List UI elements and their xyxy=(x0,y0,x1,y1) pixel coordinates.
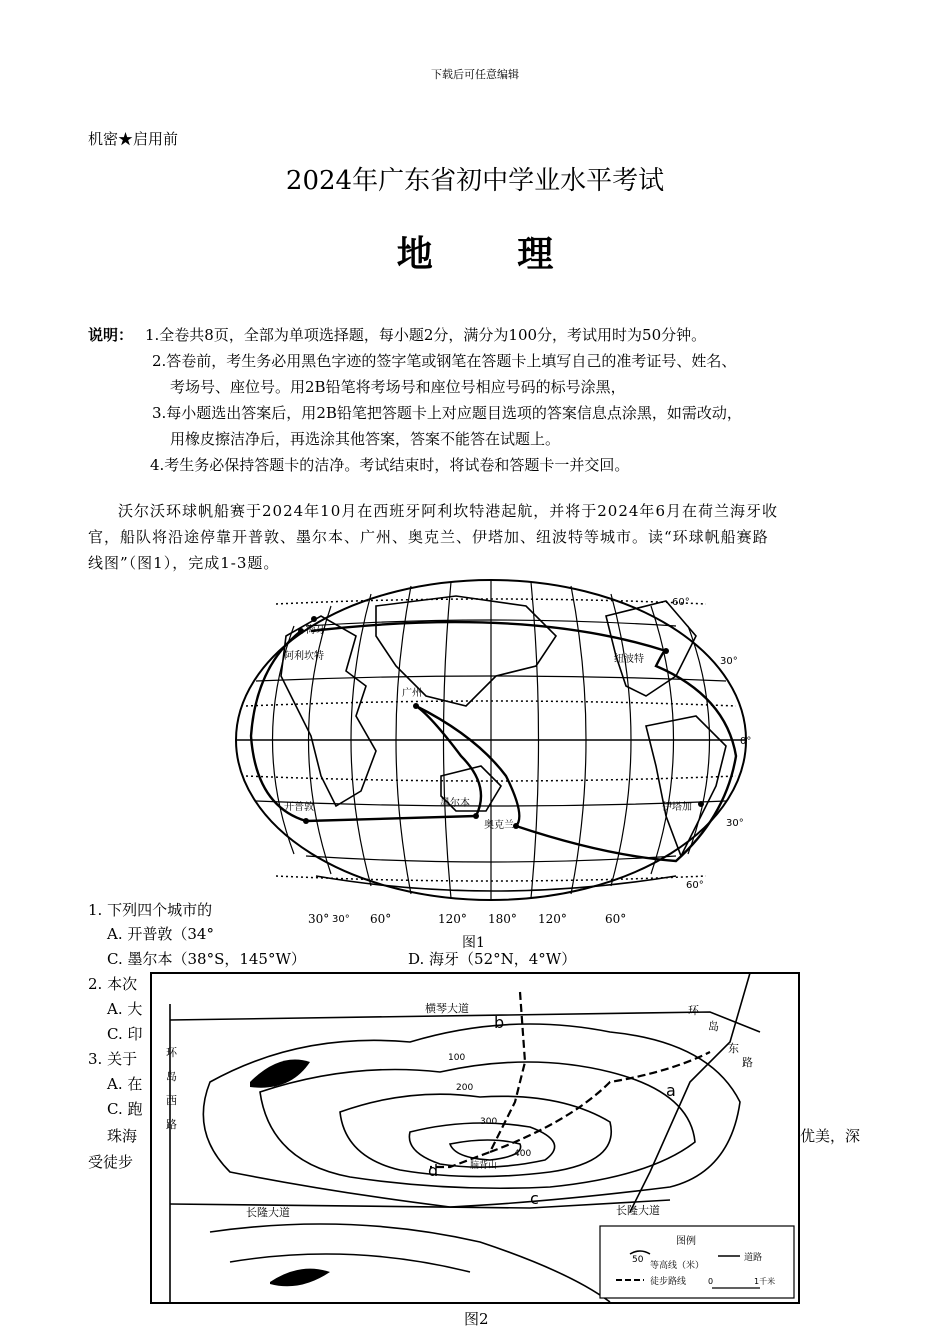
city-newport: 纽波特 xyxy=(614,654,644,665)
instruction-2b: 考场号、座位号。用2B铅笔将考场号和座位号相应号码的标号涂黑， xyxy=(170,378,626,396)
point-b: b xyxy=(494,1013,505,1032)
figure-1-caption: 图1 xyxy=(462,935,485,951)
ring-west-1: 环 xyxy=(166,1046,177,1059)
download-note: 下载后可任意编辑 xyxy=(431,68,519,81)
question-1-option-d: D. 海牙（52°N，4°W） xyxy=(408,950,577,968)
road-changlong-east: 长隆大道 xyxy=(616,1204,660,1217)
ring-west-4: 路 xyxy=(166,1118,177,1131)
world-map-svg xyxy=(226,576,756,925)
road-hengqin: 横琴大道 xyxy=(425,1002,469,1015)
legend-trail: 徒步路线 xyxy=(650,1277,687,1287)
passage-line-1: 沃尔沃环球帆船赛于2024年10月在西班牙阿利坎特港起航，并将于2024年6月在荷兰海牙收 xyxy=(118,502,778,520)
question-2-option-a: A. 大 xyxy=(107,1000,143,1018)
legend-road: 道路 xyxy=(744,1253,763,1263)
ring-east-3: 东 xyxy=(728,1042,739,1055)
lat-0: 0° xyxy=(740,736,752,747)
point-a: a xyxy=(666,1081,676,1100)
passage-line-3: 线图”（图1），完成1-3题。 xyxy=(88,554,280,572)
question-1-option-c: C. 墨尔本（38°S，145°W） xyxy=(107,950,306,968)
instruction-1: 1.全卷共8页，全部为单项选择题，每小题2分，满分为100分，考试用时为50分钟。 xyxy=(145,326,707,344)
question-1-stem: 1. 下列四个城市的 xyxy=(88,901,213,919)
ring-west-2: 岛 xyxy=(166,1070,177,1083)
passage-2-cont: 受徒步 xyxy=(88,1153,134,1171)
exam-title: 2024年广东省初中学业水平考试 xyxy=(285,166,665,196)
city-auckland: 奥克兰 xyxy=(484,820,514,831)
lat-30s: 30° xyxy=(726,818,744,829)
ring-east-1: 环 xyxy=(688,1004,699,1017)
city-guangzhou: 广州 xyxy=(402,688,422,699)
contour-100: 100 xyxy=(448,1053,466,1063)
peak-label: 脑背山 xyxy=(470,1161,498,1171)
passage-2-start: 珠海 xyxy=(107,1127,138,1145)
road-changlong-west: 长隆大道 xyxy=(246,1206,290,1219)
scale-one-km: 1千米 xyxy=(754,1277,776,1286)
question-2-stem: 2. 本次 xyxy=(88,975,138,993)
legend-contour-value: 50 xyxy=(632,1255,644,1265)
question-2-option-c: C. 印 xyxy=(107,1025,143,1043)
lat-30n: 30° xyxy=(720,656,738,667)
ring-east-4: 路 xyxy=(742,1056,753,1069)
point-d: d xyxy=(428,1161,439,1180)
question-3-stem: 3. 关于 xyxy=(88,1050,138,1068)
point-c: c xyxy=(530,1189,539,1208)
legend-contour: 等高线（米） xyxy=(650,1261,705,1271)
question-3-option-a: A. 在 xyxy=(107,1075,143,1093)
contour-map-svg xyxy=(150,972,800,1304)
city-capetown: 开普敦 xyxy=(284,802,314,813)
confidential-mark: 机密★启用前 xyxy=(88,130,179,148)
instructions-label: 说明： xyxy=(88,326,134,344)
contour-300: 300 xyxy=(480,1117,498,1127)
question-3-option-c: C. 跑 xyxy=(107,1100,143,1118)
passage-2-end: 优美，深 xyxy=(800,1127,861,1145)
figure-1-world-map xyxy=(226,576,756,925)
city-itajai: 伊塔加 xyxy=(662,802,692,813)
instruction-2: 2.答卷前，考生务必用黑色字迹的签字笔或钢笔在答题卡上填写自己的准考证号、姓名、 xyxy=(152,352,737,370)
map-legend xyxy=(600,1226,794,1298)
lon-30: 30° xyxy=(332,914,350,925)
scale-zero: 0 xyxy=(708,1277,714,1286)
instruction-4: 4.考生务必保持答题卡的洁净。考试结束时，将试卷和答题卡一并交回。 xyxy=(150,456,630,474)
ring-east-2: 岛 xyxy=(708,1020,719,1033)
city-alicante: 阿利坎特 xyxy=(284,651,324,662)
legend-title: 图例 xyxy=(676,1236,696,1247)
instruction-3: 3.每小题选出答案后，用2B铅笔把答题卡上对应题目选项的答案信息点涂黑，如需改动， xyxy=(152,404,742,422)
contour-400: 400 xyxy=(514,1149,532,1159)
ring-west-3: 西 xyxy=(166,1094,177,1107)
question-1-option-a: A. 开普敦（34° xyxy=(107,925,214,943)
lat-60n: 60° xyxy=(672,597,690,608)
passage-line-2: 官，船队将沿途停靠开普敦、墨尔本、广州、奥克兰、伊塔加、纽波特等城市。读“环球帆船赛路 xyxy=(88,528,769,546)
subject-title: 地 理 xyxy=(396,233,590,275)
lat-60s: 60° xyxy=(686,880,704,891)
city-hague: 海牙 xyxy=(306,625,326,636)
figure-2-contour-map xyxy=(150,972,800,1304)
contour-200: 200 xyxy=(456,1083,474,1093)
figure-2-caption: 图2 xyxy=(464,1310,489,1328)
city-melbourne: 墨尔本 xyxy=(440,798,470,809)
instruction-3b: 用橡皮擦洁净后，再选涂其他答案，答案不能答在试题上。 xyxy=(170,430,561,448)
